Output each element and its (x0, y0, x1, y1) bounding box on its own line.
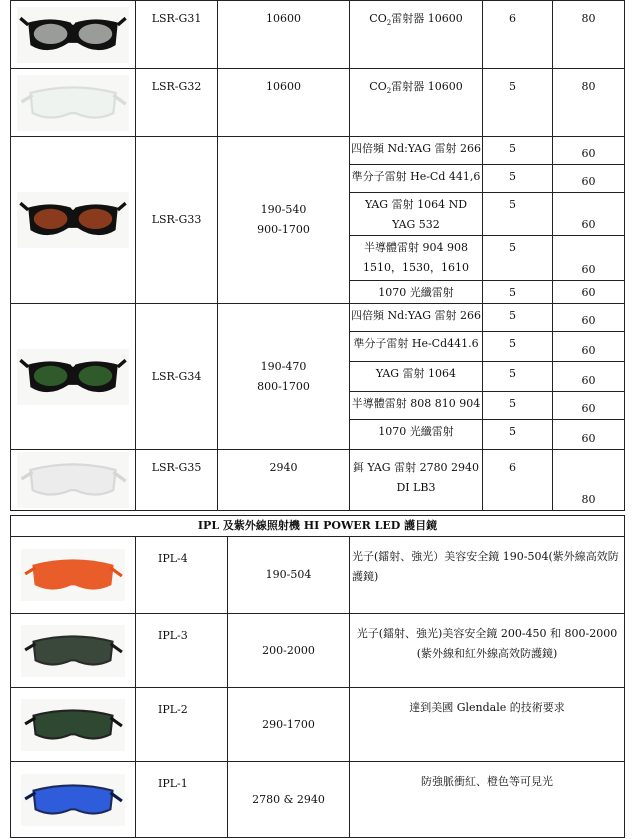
text-line: 光子(鐳射、強光）美容安全鏡 190-504(紫外線高效防 (352, 550, 619, 563)
product-image-cell (11, 69, 136, 137)
laser-type-cell (350, 362, 483, 392)
table-row (11, 137, 625, 165)
od-cell: 5 (483, 193, 553, 236)
text-line: 達到美國 Glendale 的技術要求 (409, 701, 565, 714)
od-cell: 5 (483, 281, 553, 304)
goggles-photo (17, 187, 129, 253)
vlt-cell: 80 (553, 1, 625, 69)
text-line: 1070 光纖雷射 (378, 286, 454, 299)
product-image-cell (11, 614, 136, 688)
goggles-photo (17, 5, 129, 65)
text-line: (紫外線和紅外線高效防護鏡) (416, 647, 558, 660)
text-line: 2940 (269, 461, 298, 474)
product-image-cell (11, 1, 136, 69)
model-cell: IPL-4 (136, 537, 228, 614)
ipl-goggles-table (10, 515, 625, 838)
wavelength-cell: 190-504 (228, 537, 350, 614)
wavelength-cell (218, 1, 350, 69)
text-line: 1510，1530，1610 (363, 261, 469, 274)
goggles-photo (17, 344, 129, 410)
text-line: 800-1700 (257, 379, 310, 393)
description-cell (350, 688, 625, 762)
table-row (11, 450, 625, 511)
laser-suffix: 雷射器 10600 (391, 12, 463, 25)
goggles-photo (21, 692, 125, 758)
vlt-cell: 60 (553, 281, 625, 304)
laser-type-cell (350, 332, 483, 362)
wavelength-cell: 2780 & 2940 (228, 762, 350, 838)
wavelength-cell: 200-2000 (228, 614, 350, 688)
vlt-cell: 60 (553, 392, 625, 420)
product-image-cell (11, 762, 136, 838)
table-row (11, 762, 625, 838)
table-row (11, 537, 625, 614)
laser-prefix: CO (369, 12, 387, 25)
od-cell: 6 (483, 1, 553, 69)
laser-type-cell (350, 1, 483, 69)
product-image-cell (11, 304, 136, 450)
product-image-cell (11, 450, 136, 511)
model-cell: IPL-2 (136, 688, 228, 762)
goggles-photo (17, 73, 129, 133)
text-line: 半導體雷射 904 908 (364, 241, 468, 254)
laser-suffix: 雷射器 10600 (391, 80, 463, 93)
vlt-cell: 60 (553, 165, 625, 193)
model-cell: LSR-G33 (136, 137, 218, 304)
laser-type-cell (350, 193, 483, 236)
section-title: IPL 及紫外線照射機 HI POWER LED 護目鏡 (11, 516, 625, 537)
table-row (11, 1, 625, 69)
wavelength-cell (218, 450, 350, 511)
text-line: DI LB3 (396, 481, 436, 494)
wavelength-cell: 290-1700 (228, 688, 350, 762)
goggles-photo (21, 542, 125, 608)
text-line: 防強脈衝紅、橙色等可見光 (421, 775, 554, 788)
table-row (11, 304, 625, 332)
od-cell: 5 (483, 420, 553, 450)
model-cell: LSR-G31 (136, 1, 218, 69)
description-cell (350, 537, 625, 614)
text-line: 半導體雷射 808 810 904 (351, 397, 481, 410)
text-line: YAG 雷射 1064 ND (364, 198, 468, 211)
vlt-cell: 60 (553, 236, 625, 281)
laser-type-cell (350, 236, 483, 281)
product-image-cell (11, 137, 136, 304)
text-line: 四倍頻 Nd:YAG 雷射 266 (351, 142, 481, 155)
text-line: 準分子雷射 He-Cd 441,6 (351, 170, 481, 183)
laser-goggles-table (10, 0, 625, 511)
table-row (11, 69, 625, 137)
wavelength-cell (218, 137, 350, 304)
text-line: 護鏡) (352, 570, 379, 583)
text-line: 10600 (266, 12, 301, 25)
laser-type-cell (350, 137, 483, 165)
model-cell: IPL-3 (136, 614, 228, 688)
laser-subscript: 2 (386, 19, 392, 28)
table-row (11, 688, 625, 762)
od-cell: 5 (483, 69, 553, 137)
text-line: YAG 532 (392, 218, 440, 231)
vlt-cell: 60 (553, 193, 625, 236)
laser-prefix: CO (369, 80, 387, 93)
od-cell: 5 (483, 137, 553, 165)
product-image-cell (11, 688, 136, 762)
text-line: 四倍頻 Nd:YAG 雷射 266 (351, 309, 481, 322)
laser-type-cell (350, 165, 483, 193)
vlt-cell: 60 (553, 420, 625, 450)
goggles-photo (21, 767, 125, 833)
laser-type-cell (350, 69, 483, 137)
text-line: 鉺 YAG 雷射 2780 2940 (352, 461, 480, 474)
od-cell: 6 (483, 450, 553, 511)
goggles-photo (17, 450, 129, 510)
vlt-cell: 60 (553, 362, 625, 392)
vlt-cell: 60 (553, 304, 625, 332)
text-line: 1070 光纖雷射 (378, 425, 454, 438)
od-cell: 5 (483, 304, 553, 332)
vlt-cell: 60 (553, 137, 625, 165)
laser-subscript: 2 (386, 87, 392, 96)
laser-type-cell (350, 450, 483, 511)
text-line: 190-540 (260, 203, 307, 216)
text-line: YAG 雷射 1064 (375, 367, 457, 380)
vlt-cell: 60 (553, 332, 625, 362)
goggles-photo (21, 618, 125, 684)
model-cell: IPL-1 (136, 762, 228, 838)
description-cell (350, 762, 625, 838)
od-cell: 5 (483, 362, 553, 392)
table-row (11, 614, 625, 688)
laser-type-cell (350, 392, 483, 420)
product-image-cell (11, 537, 136, 614)
text-line: 900-1700 (257, 223, 310, 236)
text-line: 準分子雷射 He-Cd441.6 (353, 337, 479, 350)
section-title-row (11, 516, 625, 537)
wavelength-cell (218, 69, 350, 137)
vlt-cell: 80 (553, 450, 625, 511)
wavelength-cell (218, 304, 350, 450)
text-line: 10600 (266, 80, 301, 93)
od-cell: 5 (483, 165, 553, 193)
laser-type-cell (350, 304, 483, 332)
laser-type-cell (350, 420, 483, 450)
od-cell: 5 (483, 236, 553, 281)
model-cell: LSR-G34 (136, 304, 218, 450)
model-cell: LSR-G32 (136, 69, 218, 137)
text-line: 190-470 (260, 359, 307, 373)
model-cell: LSR-G35 (136, 450, 218, 511)
text-line: 光子(鐳射、強光)美容安全鏡 200-450 和 800-2000 (356, 627, 618, 640)
description-cell (350, 614, 625, 688)
od-cell: 5 (483, 332, 553, 362)
vlt-cell: 80 (553, 69, 625, 137)
laser-type-cell (350, 281, 483, 304)
od-cell: 5 (483, 392, 553, 420)
